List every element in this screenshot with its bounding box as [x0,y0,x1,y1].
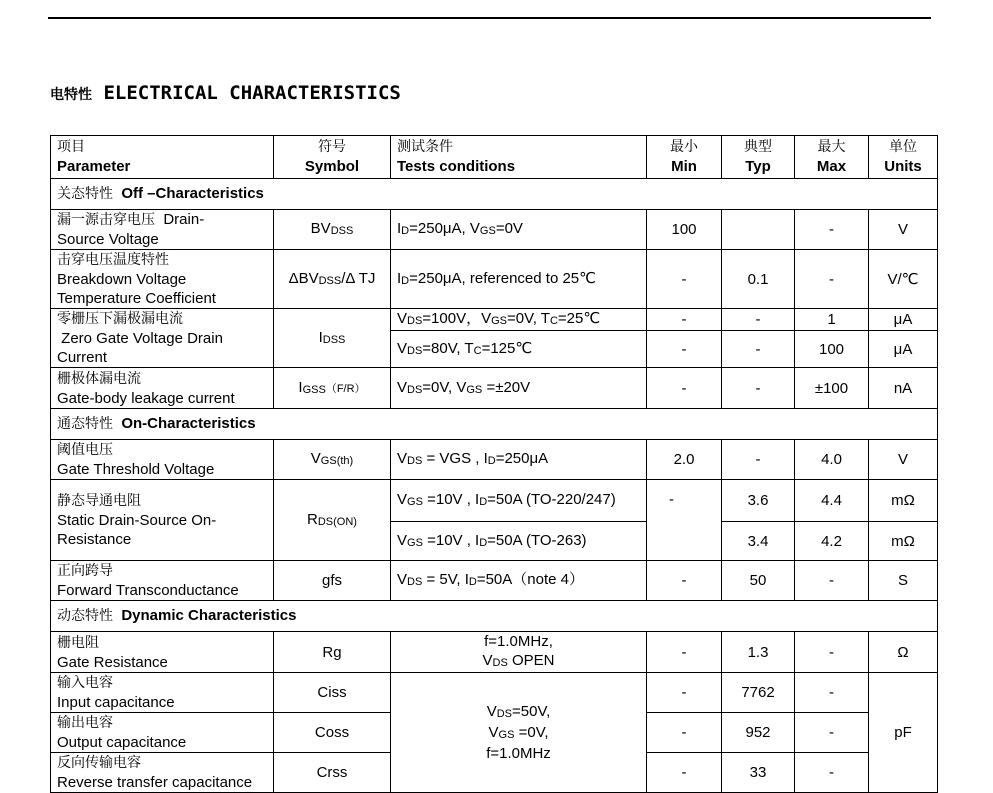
max-value: - [795,673,869,713]
unit-value: Ω [869,632,938,673]
max-value: 4.2 [795,522,869,561]
header-min: 最小 Min [647,136,722,179]
unit-value: mΩ [869,480,938,522]
param-vgsth: 阈值电压 Gate Threshold Voltage [51,440,274,480]
min-value: - [647,368,722,409]
typ-value: - [722,309,795,331]
symbol-crss: Crss [274,753,391,793]
table-row [51,440,938,480]
typ-value: 3.4 [722,522,795,561]
param-rds: 静态导通电阻 Static Drain-Source On- Resistance [51,480,274,561]
page-title [50,82,401,104]
param-gfs: 正向跨导 Forward Transconductance [51,561,274,601]
header-units: 单位 Units [869,136,938,179]
table-row [51,480,938,522]
min-value: 2.0 [647,440,722,480]
table-row [51,309,938,331]
param-igss: 栅极体漏电流 Gate-body leakage current [51,368,274,409]
min-value: - [647,480,722,561]
unit-value: S [869,561,938,601]
max-value: - [795,561,869,601]
unit-value: V/℃ [869,250,938,309]
title-en: ELECTRICAL CHARACTERISTICS [103,82,401,104]
cond-bvdss: $I_D=250\mu A$, $V_{GS}=0V$ [391,210,647,250]
max-value: ±100 [795,368,869,409]
symbol-igss: $I_{GSS}(F/R)$ [274,368,391,409]
section-dynamic: 动态特性 Dynamic Characteristics [51,601,938,632]
table-row [51,673,938,713]
max-value: 4.0 [795,440,869,480]
min-value: - [647,250,722,309]
header-typ: 典型 Typ [722,136,795,179]
section-on: 通态特性 On-Characteristics [51,409,938,440]
table-row [51,250,938,309]
characteristics-table [50,135,938,793]
typ-value: - [722,368,795,409]
max-value: - [795,713,869,753]
min-value: - [647,309,722,331]
cond-capacitance: $V_{DS}=50V$, $V_{GS} =0V$, f=1.0MHz [391,673,647,793]
unit-value: mΩ [869,522,938,561]
min-value: - [647,331,722,368]
unit-value: μA [869,309,938,331]
symbol-tc: $\Delta BV_{DSS}/\Delta$ TJ [274,250,391,309]
cond-vgsth: $V_{DS}$ = VGS , $I_D=250\mu A$ [391,440,647,480]
unit-value: nA [869,368,938,409]
min-value: - [647,632,722,673]
max-value: - [795,250,869,309]
min-value: - [647,713,722,753]
cond-rds-1: $V_{GS} =10V$ , $I_D=50A$ (TO-220/247) [391,480,647,522]
typ-value [722,210,795,250]
max-value: - [795,632,869,673]
min-value: - [647,561,722,601]
max-value: 4.4 [795,480,869,522]
cond-idss-2: $V_{DS}=80V$, $T_C=125℃$ [391,331,647,368]
top-rule [48,17,931,19]
typ-value: 3.6 [722,480,795,522]
symbol-rds: $R_{DS(ON)}$ [274,480,391,561]
typ-value: 0.1 [722,250,795,309]
header-symbol: 符号 Symbol [274,136,391,179]
header-conditions: 测试条件 Tests conditions [391,136,647,179]
unit-capacitance: pF [869,673,938,793]
section-off: 关态特性 Off –Characteristics [51,179,938,210]
cond-rg: f=1.0MHz, $V_{DS}$ OPEN [391,632,647,673]
param-bvdss: 漏一源击穿电压 Drain- Source Voltage [51,210,274,250]
max-value: - [795,210,869,250]
param-rg: 栅电阻 Gate Resistance [51,632,274,673]
unit-value: μA [869,331,938,368]
symbol-ciss: Ciss [274,673,391,713]
cond-idss-1: $V_{DS}=100V$，$V_{GS}=0V$, $T_C=25℃$ [391,309,647,331]
unit-value: V [869,440,938,480]
symbol-gfs: gfs [274,561,391,601]
min-value: 100 [647,210,722,250]
symbol-vgsth: $V_{GS(th)}$ [274,440,391,480]
cond-igss: $V_{DS}=0V$, $V_{GS} =\pm 20V$ [391,368,647,409]
max-value: 100 [795,331,869,368]
param-crss: 反向传输电容 Reverse transfer capacitance [51,753,274,793]
cond-tc: $I_D=250\mu A$, referenced to 25℃ [391,250,647,309]
title-cn: 电特性 [50,87,92,103]
header-max: 最大 Max [795,136,869,179]
min-value: - [647,673,722,713]
unit-value: V [869,210,938,250]
param-coss: 输出电容 Output capacitance [51,713,274,753]
cond-rds-2: $V_{GS} =10V$ , $I_D=50A$ (TO-263) [391,522,647,561]
symbol-coss: Coss [274,713,391,753]
param-idss: 零栅压下漏极漏电流 Zero Gate Voltage Drain Current [51,309,274,368]
table-header-row [51,136,938,179]
table-row [51,632,938,673]
param-ciss: 输入电容 Input capacitance [51,673,274,713]
min-value: - [647,753,722,793]
cond-gfs: $V_{DS} = 5V$, $I_D=50A(note$ 4） [391,561,647,601]
symbol-bvdss: $BV_{DSS}$ [274,210,391,250]
param-tc: 击穿电压温度特性 Breakdown Voltage Temperature Coefficient [51,250,274,309]
typ-value: 33 [722,753,795,793]
typ-value: 1.3 [722,632,795,673]
symbol-rg: Rg [274,632,391,673]
max-value: - [795,753,869,793]
table-row [51,368,938,409]
typ-value: 952 [722,713,795,753]
table-row [51,210,938,250]
header-parameter: 项目 Parameter [51,136,274,179]
typ-value: - [722,331,795,368]
typ-value: - [722,440,795,480]
typ-value: 50 [722,561,795,601]
max-value: 1 [795,309,869,331]
typ-value: 7762 [722,673,795,713]
table-row [51,561,938,601]
symbol-idss: $I_{DSS}$ [274,309,391,368]
